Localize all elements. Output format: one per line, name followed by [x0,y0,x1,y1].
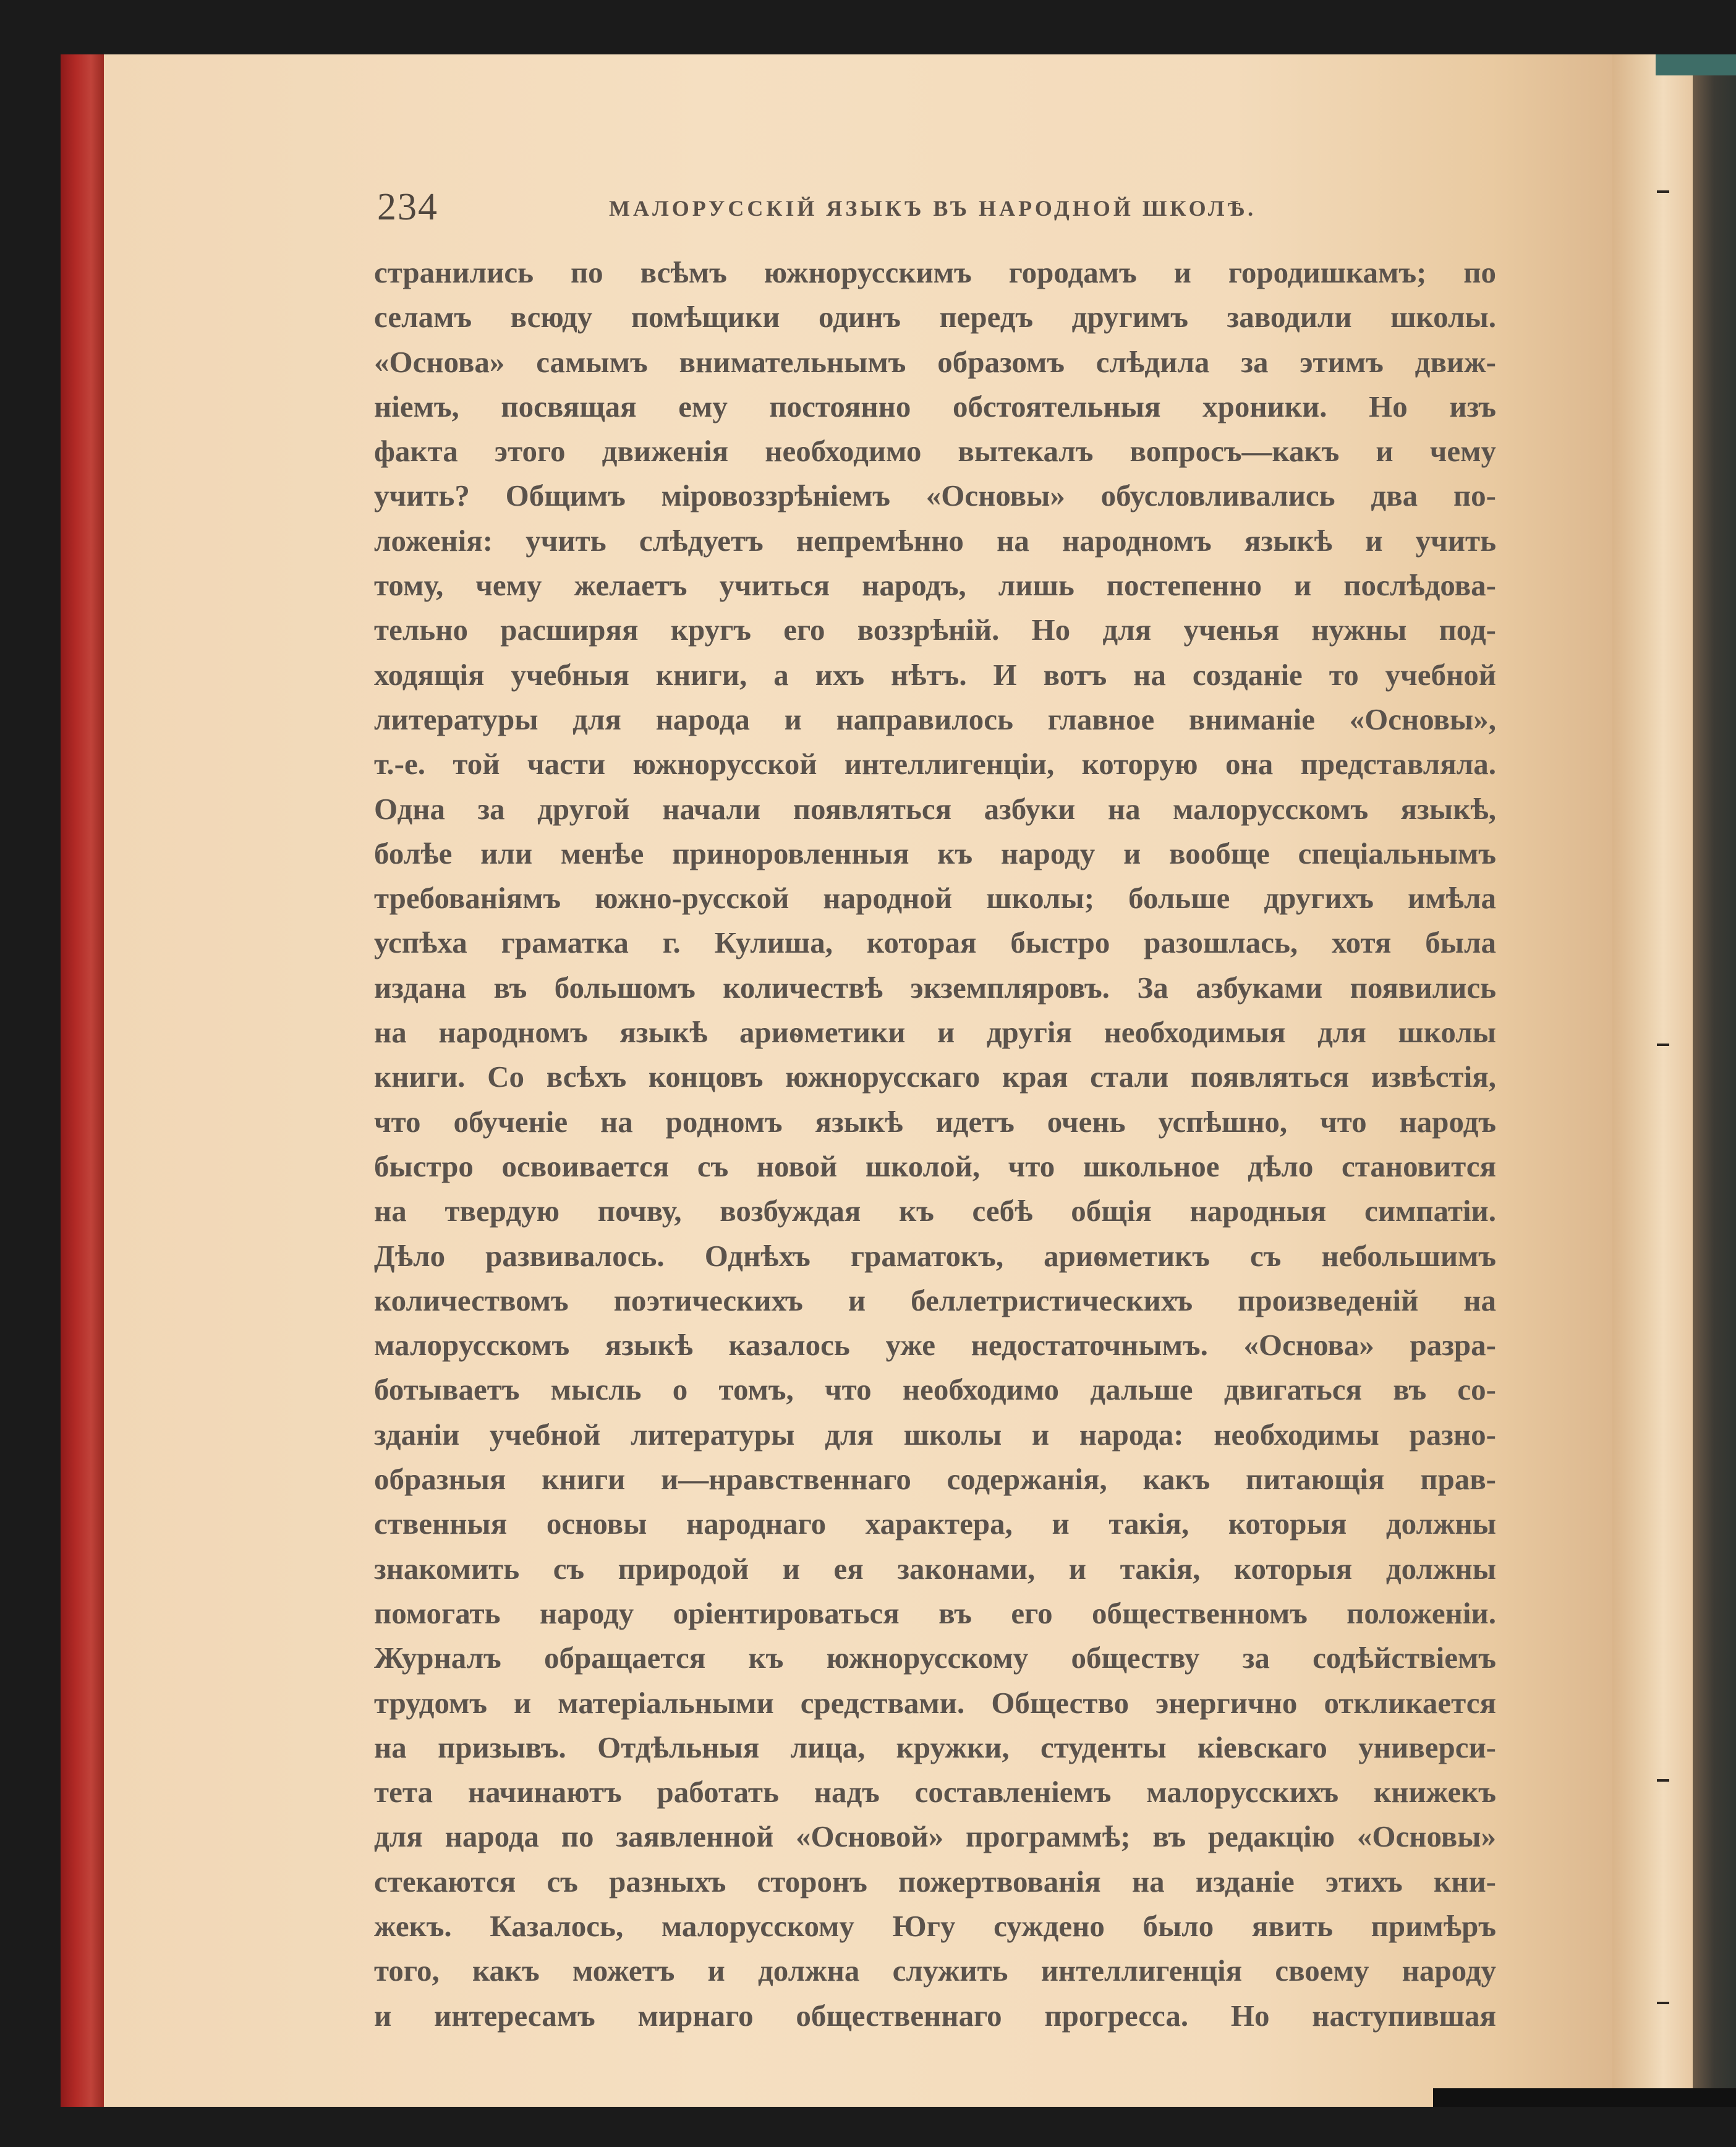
text-line: знакомить съ природой и ея законами, и такія, которыя должны [374,1551,1496,1586]
text-line: ходящія учебныя книги, а ихъ нѣтъ. И вотъ на созданіе то учебной [374,657,1496,692]
text-line: на народномъ языкѣ ариѳметики и другія необходимыя для школы [374,1015,1496,1050]
text-line: успѣха граматка г. Кулиша, которая быстро разошлась, хотя была [374,925,1496,960]
text-line: т.-е. той части южнорусской интеллигенціи, которую она представляла. [374,747,1496,781]
text-line: учить? Общимъ міровоззрѣніемъ «Основы» обусловливались два по- [374,478,1496,513]
text-line: издана въ большомъ количествѣ экземпляровъ. За азбуками появились [374,970,1496,1005]
margin-mark [1657,1044,1669,1046]
text-line: тельно расширяя кругъ его воззрѣній. Но для ученья нужны под- [374,613,1496,647]
text-line: зданіи учебной литературы для школы и народа: необходимы разно- [374,1417,1496,1452]
text-line: тета начинаютъ работать надъ составленіемъ малорусскихъ книжекъ [374,1775,1496,1809]
margin-mark [1657,2002,1669,2004]
running-title: МАЛОРУССКІЙ ЯЗЫКЪ ВЪ НАРОДНОЙ ШКОЛѢ. [609,196,1257,221]
text-line: «Основа» самымъ внимательнымъ образомъ слѣдила за этимъ движ- [374,344,1496,379]
text-line: ственныя основы народнаго характера, и такія, которыя должны [374,1507,1496,1541]
text-line: тому, чему желаетъ учиться народъ, лишь постепенно и послѣдова- [374,568,1496,603]
margin-mark [1657,1779,1669,1782]
text-line: для народа по заявленной «Основой» программѣ; въ редакцію «Основы» [374,1819,1496,1854]
text-line: странились по всѣмъ южнорусскимъ городамъ и городишкамъ; по [374,255,1496,289]
text-line: на твердую почву, возбуждая къ себѣ общія народныя симпатіи. [374,1194,1496,1228]
page-gutter [1612,54,1705,2107]
text-line: трудомъ и матеріальными средствами. Общество энергично откликается [374,1685,1496,1720]
text-line: ложенія: учить слѣдуетъ непремѣнно на народномъ языкѣ и учить [374,523,1496,558]
text-line: образныя книги и—нравственнаго содержанія, какъ питающія прав- [374,1462,1496,1497]
red-book-edge [61,54,104,2107]
text-line: помогать народу оріентироваться въ его общественномъ положеніи. [374,1596,1496,1630]
margin-mark [1657,190,1669,193]
text-line: быстро освоивается съ новой школой, что школьное дѣло становится [374,1149,1496,1183]
text-line: книги. Со всѣхъ концовъ южнорусскаго края стали появляться извѣстія, [374,1060,1496,1094]
text-line: факта этого движенія необходимо вытекалъ вопросъ—какъ и чему [374,434,1496,469]
page-header [377,185,1496,241]
text-line: селамъ всюду помѣщики одинъ передъ другимъ заводили школы. [374,300,1496,334]
text-line: требованіямъ южно-русской народной школы; больше другихъ имѣла [374,881,1496,916]
text-line: что обученіе на родномъ языкѣ идетъ очень успѣшно, что народъ [374,1104,1496,1139]
text-line: того, какъ можетъ и должна служить интеллигенція своему народу [374,1954,1496,1988]
text-line: малорусскомъ языкѣ казалось уже недостаточнымъ. «Основа» разра- [374,1328,1496,1363]
text-line: болѣе или менѣе приноровленныя къ народу и вообще спеціальнымъ [374,836,1496,870]
text-line: на призывъ. Отдѣльныя лица, кружки, студенты кіевскаго универси- [374,1730,1496,1764]
text-line: количествомъ поэтическихъ и беллетристическихъ произведеній на [374,1283,1496,1317]
text-line: и интересамъ мирнаго общественнаго прогресса. Но наступившая [374,1998,1496,2033]
scan-border-bottom [1433,2088,1736,2107]
body-text [374,250,1496,2038]
text-line: ніемъ, посвящая ему постоянно обстоятельныя хроники. Но изъ [374,389,1496,423]
text-line: Журналъ обращается къ южнорусскому обществу за содѣйствіемъ [374,1641,1496,1675]
text-line: Дѣло развивалось. Однѣхъ граматокъ, ариѳметикъ съ небольшимъ [374,1238,1496,1273]
book-cover-corner [1656,54,1736,75]
text-line: стекаются съ разныхъ сторонъ пожертвованія на изданіе этихъ кни- [374,1864,1496,1898]
page-number: 234 [377,186,438,228]
text-line: литературы для народа и направилось главное вниманіе «Основы», [374,702,1496,736]
text-line: Одна за другой начали появляться азбуки на малорусскомъ языкѣ, [374,791,1496,826]
binding-shadow [1693,54,1736,2107]
text-line: жекъ. Казалось, малорусскому Югу суждено было явить примѣръ [374,1908,1496,1943]
text-line: ботываетъ мысль о томъ, что необходимо дальше двигаться въ со- [374,1372,1496,1407]
